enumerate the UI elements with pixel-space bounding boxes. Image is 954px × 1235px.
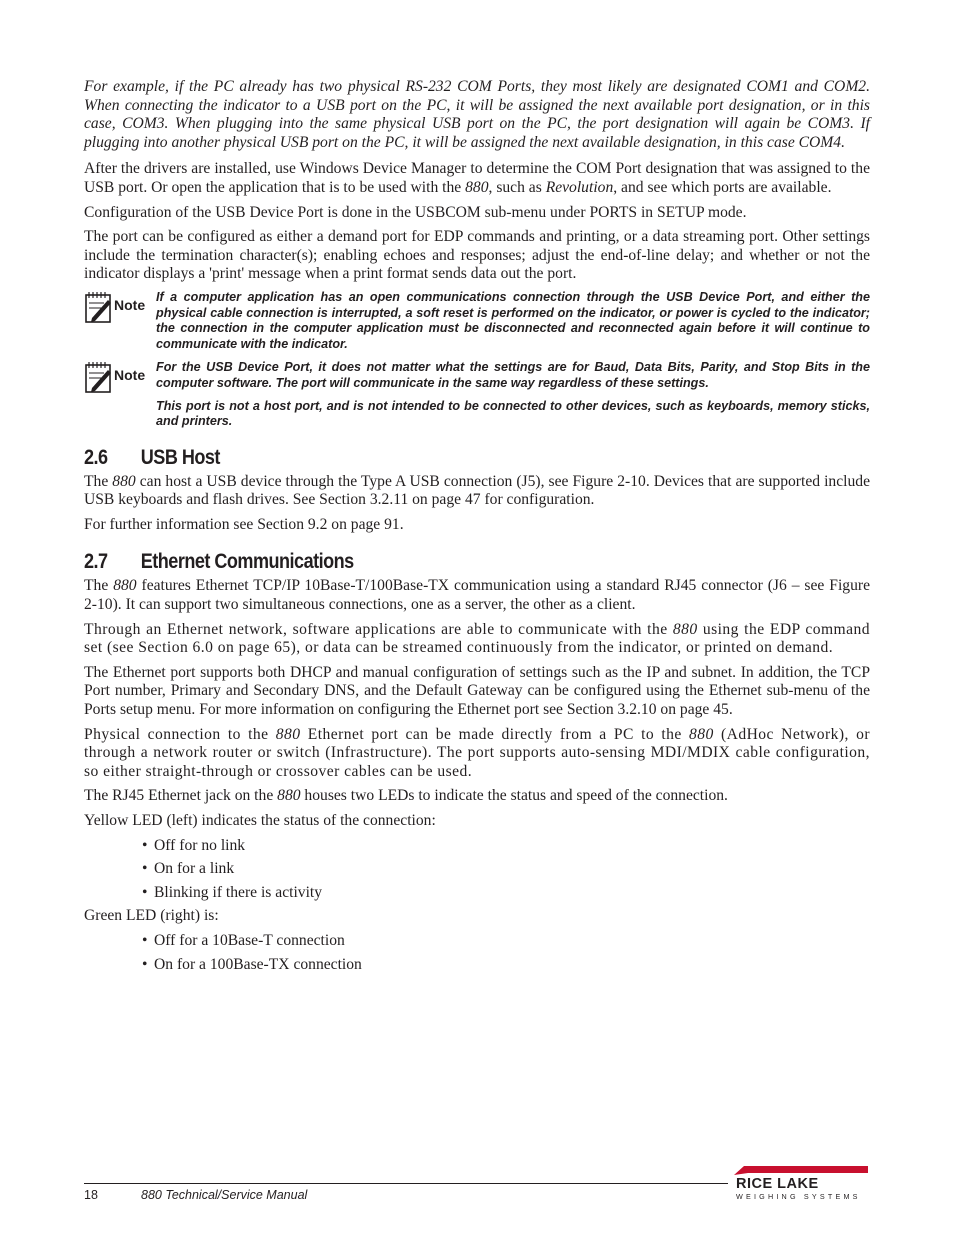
section-number: 2.7 [84, 550, 108, 574]
note-text: For the USB Device Port, it does not matter what the settings are for Baud, Data Bits, Parity, and Stop Bits in the computer software. The port will communicate in the same way regardless of these settings. [156, 360, 870, 390]
section-heading-usb-host [84, 446, 760, 470]
paragraph-ethernet-dhcp: The Ethernet port supports both DHCP and manual configuration of settings such as the IP and subnet. In addition, the TCP Port number, Primary and Secondary DNS, and the Default Gateway can be configured using the Ethernet sub-menu of the Ports setup menu. For more information on configuring the Ethernet port see Section 3.2.10 on page 45. [84, 663, 870, 719]
rice-lake-logo [728, 1166, 872, 1202]
section-number: 2.6 [84, 445, 108, 469]
note-block-2 [84, 360, 870, 429]
paragraph-ethernet-network: Through an Ethernet network, software applications are able to communicate with the 880 using the EDP command set (see Section 6.0 on page 65), or data can be streamed continuously from the indicator, or printed on demand. [84, 620, 870, 657]
section-heading-ethernet [84, 550, 760, 574]
footer-manual-title: 880 Technical/Service Manual [141, 1188, 308, 1202]
paragraph-port-config: The port can be configured as either a demand port for EDP commands and printing, or a data streaming port. Other settings include the termination character(s); enabling echoes and responses; adjust the end-of-line delay; and whether or not the indicator displays a 'print' message when a print format sends data out the port. [84, 228, 870, 283]
paragraph-rj45: The RJ45 Ethernet jack on the 880 houses two LEDs to indicate the status and speed of the connection. [84, 787, 728, 805]
list-item: • On for a link [142, 860, 870, 879]
page-number: 18 [84, 1188, 98, 1202]
paragraph-usb-host: The 880 can host a USB device through the Type A USB connection (J5), see Figure 2-10. Devices that are supported include USB keyboards and flash drives. See Section 3.2.11 on page 47 for configuration. [84, 472, 870, 509]
note-icon [84, 360, 154, 396]
paragraph-usbcom: Configuration of the USB Device Port is done in the USBCOM sub-menu under PORTS in SETUP mode. [84, 203, 747, 221]
paragraph-ethernet-physical: Physical connection to the 880 Ethernet port can be made directly from a PC to the 880 (AdHoc Network), or through a network router or switch (Infrastructure). The port supports auto-sensing MDI/MDIX cable configuration, so either straight-through or crossover cables can be used. [84, 725, 870, 780]
section-title: Ethernet Communications [140, 550, 354, 574]
paragraph-usb-host-more: For further information see Section 9.2 on page 91. [84, 515, 404, 533]
note-label: Note [114, 367, 146, 384]
list-item: • Blinking if there is activity [142, 884, 870, 903]
paragraph-yellow-led: Yellow LED (left) indicates the status of the connection: [84, 812, 436, 829]
yellow-led-list [84, 837, 870, 903]
note-block-1 [84, 290, 870, 352]
note-text: This port is not a host port, and is not intended to be connected to other devices, such as keyboards, memory sticks, and printers. [156, 398, 870, 429]
list-item: • On for a 100Base-TX connection [142, 956, 870, 975]
list-item: • Off for no link [142, 837, 870, 856]
section-title: USB Host [140, 445, 220, 469]
paragraph-drivers: After the drivers are installed, use Windows Device Manager to determine the COM Port designation that was assigned to the USB port. Or open the application that is to be used with the 880, such as Revolution, and see which ports are available. [84, 160, 870, 196]
green-led-list [84, 932, 870, 974]
note-icon [84, 290, 154, 326]
intro-paragraph: For example, if the PC already has two physical RS-232 COM Ports, they most likely are designated COM1 and COM2. When connecting the indicator to a USB port on the PC, it will be assigned the next available port designation, or in this case, COM3. When plugging into the same physical USB port on the PC, the port designation will again be COM3. If plugging into another physical USB port on the PC, it will be assigned the next available designation, in this case COM4. [84, 78, 870, 151]
logo-swoosh-icon [734, 1166, 868, 1175]
paragraph-ethernet-features: The 880 features Ethernet TCP/IP 10Base-T/100Base-TX communication using a standard RJ45 connector (J6 – see Figure 2-10). It can support two simultaneous connections, one as a server, the other as a client. [84, 577, 870, 614]
paragraph-green-led: Green LED (right) is: [84, 907, 219, 925]
page-content [84, 78, 870, 979]
logo-subtext: WEIGHING SYSTEMS [736, 1192, 861, 1201]
note-text: If a computer application has an open communications connection through the USB Device Port, and either the physical cable connection is interrupted, a soft reset is performed on the indicator, or power is cycled to the indicator; the connection in the computer application must be disconnected and reconnected again before it will continue to communicate with the indicator. [156, 289, 870, 351]
list-item: • Off for a 10Base-T connection [142, 932, 870, 951]
note-label: Note [114, 296, 146, 313]
logo-text: RICE LAKE [736, 1176, 819, 1192]
